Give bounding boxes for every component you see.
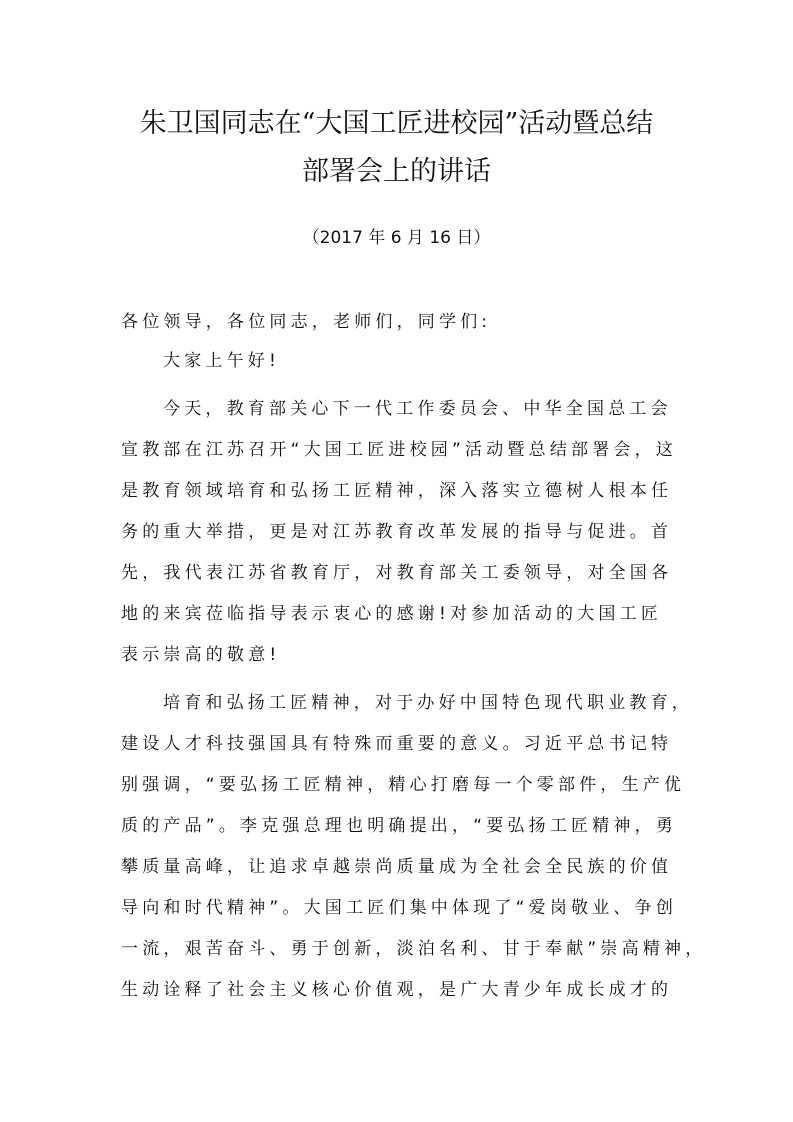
paragraph-line: 导向和时代精神”。大国工匠们集中体现了“爱岗敬业、争创 <box>121 898 678 918</box>
paragraph-line: 是教育领域培育和弘扬工匠精神，深入落实立德树人根本任 <box>121 481 673 501</box>
paragraph-line: 质的产品”。李克强总理也明确提出，“要弘扬工匠精神，勇 <box>121 816 678 836</box>
paragraph-line: 生动诠释了社会主义核心价值观，是广大青少年成长成才的 <box>121 980 673 1000</box>
speech-date: （2017 年 6 月 16 日） <box>302 228 491 248</box>
salutation: 各位领导，各位同志，老师们，同学们: <box>121 312 492 332</box>
paragraph-line: 培育和弘扬工匠精神，对于办好中国特色现代职业教育， <box>163 693 693 713</box>
paragraph-line: 今天，教育部关心下一代工作委员会、中华全国总工会 <box>163 399 672 419</box>
paragraph-line: 务的重大举措，更是对江苏教育改革发展的指导与促进。首 <box>121 522 673 542</box>
paragraph-line: 建设人才科技强国具有特殊而重要的意义。习近平总书记特 <box>121 734 673 754</box>
paragraph-line: 地的来宾莅临指导表示衷心的感谢!对参加活动的大国工匠 <box>121 604 663 624</box>
paragraph-line: 表示崇高的敬意! <box>121 645 281 665</box>
paragraph-line: 别强调，“要弘扬工匠精神，精心打磨每一个零部件，生产优 <box>121 775 686 795</box>
paragraph-line: 先，我代表江苏省教育厅，对教育部关工委领导，对全国各 <box>121 563 673 583</box>
paragraph-line: 攀质量高峰，让追求卓越崇尚质量成为全社会全民族的价值 <box>121 857 673 877</box>
document-title-line-1: 朱卫国同志在“大国工匠进校园”活动暨总结 <box>139 108 654 139</box>
document-title-line-2: 部署会上的讲话 <box>302 156 491 187</box>
greeting: 大家上午好! <box>163 351 281 371</box>
paragraph-line: 宣教部在江苏召开“大国工匠进校园”活动暨总结部署会，这 <box>121 440 678 460</box>
paragraph-line: 一流，艰苦奋斗、勇于创新，淡泊名利、甘于奉献”崇高精神， <box>121 939 707 959</box>
